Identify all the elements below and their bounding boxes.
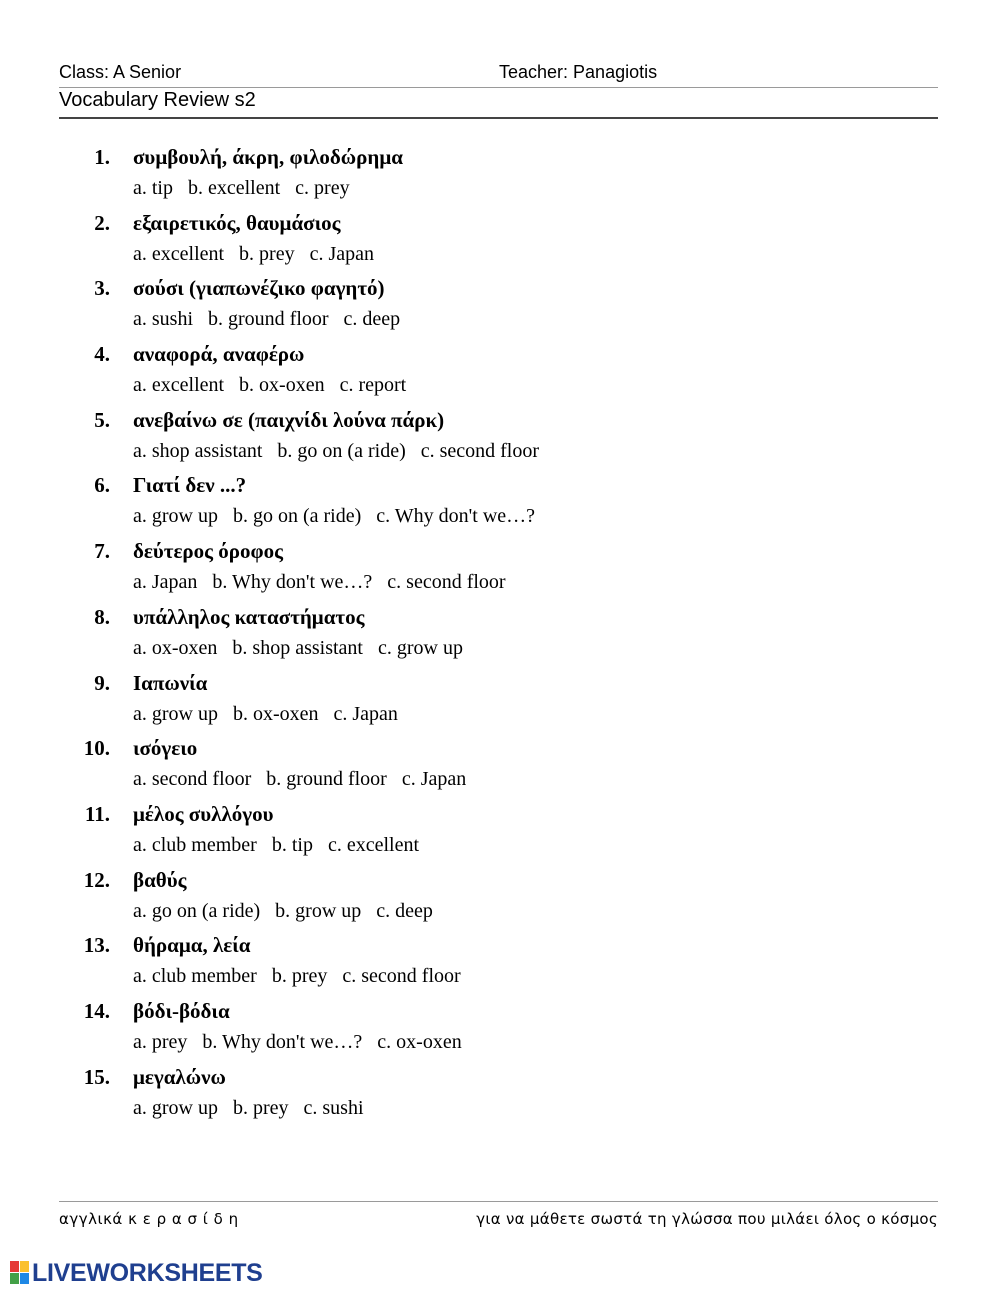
question-number: 1.: [94, 145, 110, 169]
answer-options: a. club member b. tip c. excellent: [133, 833, 420, 856]
question-item: [0, 537, 1000, 603]
question-number: 2.: [94, 210, 110, 235]
question-text: εξαιρετικός, θαυμάσιος: [133, 210, 341, 235]
answer-options: a. Japan b. Why don't we…? c. second floor: [133, 571, 506, 594]
question-item: [0, 406, 1000, 472]
question-text: θήραμα, λεία: [133, 933, 251, 958]
question-text: Ιαπωνία: [133, 670, 208, 695]
answer-options: a. go on (a ride) b. grow up c. deep: [133, 899, 433, 922]
question-text: βόδι-βόδια: [133, 998, 230, 1023]
answer-options: a. sushi b. ground floor c. deep: [133, 308, 401, 331]
liveworksheets-icon: [10, 1261, 30, 1285]
question-number: 6.: [94, 473, 110, 498]
footer-right-text: για να μάθετε σωστά τη γλώσσα που μιλάει όλος ο κόσμος: [476, 1210, 938, 1228]
question-text: συμβουλή, άκρη, φιλοδώρημα: [133, 145, 403, 169]
question-item: [0, 340, 1000, 406]
answer-options: a. grow up b. prey c. sushi: [133, 1096, 364, 1119]
question-number: 12.: [83, 867, 110, 892]
answer-options: a. grow up b. go on (a ride) c. Why don't we…?: [133, 505, 536, 528]
question-item: [0, 669, 1000, 735]
header-divider: [59, 87, 938, 88]
question-number: 3.: [94, 276, 110, 301]
title-divider: [59, 117, 938, 119]
question-text: μεγαλώνω: [133, 1064, 226, 1089]
answer-options: a. second floor b. ground floor c. Japan: [133, 768, 467, 791]
question-text: βαθύς: [133, 867, 187, 892]
question-item: [0, 209, 1000, 275]
question-text: αναφορά, αναφέρω: [133, 342, 305, 367]
question-number: 5.: [94, 407, 110, 432]
question-text: ισόγειο: [133, 736, 198, 761]
answer-options: a. shop assistant b. go on (a ride) c. second floor: [133, 439, 540, 462]
question-number: 10.: [83, 736, 110, 761]
footer-left-text: αγγλικά κ ε ρ α σ ί δ η: [59, 1210, 239, 1228]
question-text: υπάλληλος καταστήματος: [133, 604, 365, 629]
answer-options: a. club member b. prey c. second floor: [133, 965, 461, 988]
question-number: 13.: [83, 933, 110, 958]
answer-options: a. grow up b. ox-oxen c. Japan: [133, 702, 398, 725]
question-number: 14.: [83, 998, 110, 1023]
answer-options: a. ox-oxen b. shop assistant c. grow up: [133, 636, 463, 659]
question-number: 7.: [94, 539, 110, 564]
question-number: 8.: [94, 604, 110, 629]
answer-options: a. excellent b. ox-oxen c. report: [133, 374, 407, 397]
question-item: [0, 274, 1000, 340]
question-text: ανεβαίνω σε (παιχνίδι λούνα πάρκ): [133, 407, 445, 432]
liveworksheets-logo[interactable]: [10, 1259, 263, 1287]
answer-options: a. excellent b. prey c. Japan: [133, 242, 375, 265]
question-item: [0, 143, 1000, 209]
question-item: [0, 931, 1000, 997]
class-label: Class: A Senior: [59, 62, 182, 82]
question-text: μέλος συλλόγου: [133, 801, 274, 826]
worksheet-header: [59, 62, 938, 88]
question-item: [0, 471, 1000, 537]
question-text: Γιατί δεν ...?: [133, 473, 247, 498]
question-item: [0, 1063, 1000, 1129]
question-text: σούσι (γιαπωνέζικο φαγητό): [133, 276, 385, 301]
answer-options: a. prey b. Why don't we…? c. ox-oxen: [133, 1030, 462, 1053]
question-number: 15.: [83, 1064, 110, 1089]
question-number: 9.: [94, 670, 110, 695]
question-item: [0, 603, 1000, 669]
question-number: 4.: [94, 342, 110, 367]
page-title: Vocabulary Review s2: [59, 89, 256, 111]
footer-divider: [59, 1201, 938, 1202]
question-item: [0, 800, 1000, 866]
teacher-label: Teacher: Panagiotis: [499, 62, 658, 82]
question-item: [0, 866, 1000, 932]
brand-name: LIVEWORKSHEETS: [32, 1258, 263, 1287]
question-item: [0, 997, 1000, 1063]
question-item: [0, 734, 1000, 800]
question-number: 11.: [84, 801, 110, 826]
question-text: δεύτερος όροφος: [133, 539, 283, 564]
question-list: [0, 143, 1000, 1128]
answer-options: a. tip b. excellent c. prey: [133, 177, 350, 199]
